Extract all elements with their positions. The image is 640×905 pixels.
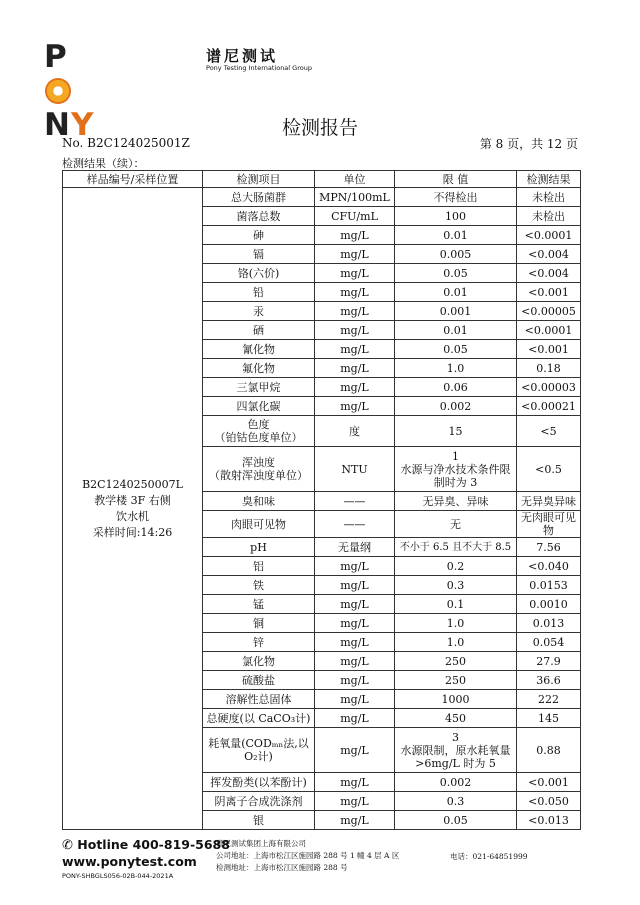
limit-cell: 1.0 [395, 614, 517, 633]
result-cell: 0.18 [517, 359, 581, 378]
unit-cell: NTU [315, 447, 395, 492]
item-cell: 硒 [203, 321, 315, 340]
unit-cell: mg/L [315, 811, 395, 830]
hotline [62, 837, 230, 853]
unit-cell: MPN/100mL [315, 188, 395, 207]
unit-cell: CFU/mL [315, 207, 395, 226]
item-cell: 肉眼可见物 [203, 511, 315, 538]
result-cell: <0.00003 [517, 378, 581, 397]
results-label: 检测结果（续）： [62, 157, 145, 170]
report-title: 检测报告 [281, 117, 358, 139]
item-cell: 总大肠菌群 [203, 188, 315, 207]
limit-line: >6mg/L 时为 5 [415, 756, 496, 770]
result-cell: 145 [517, 709, 581, 728]
footer-test-address: 检测地址：上海市松江区施园路 288 号 [216, 863, 348, 872]
logo-o-circle-icon [45, 78, 71, 104]
sample-id: B2C1240250007L [82, 477, 183, 491]
result-cell: 未检出 [517, 188, 581, 207]
page-info: 第 8 页，共 12 页 [479, 137, 578, 151]
header-limit: 限 值 [395, 171, 517, 188]
limit-cell: 0.05 [395, 264, 517, 283]
result-cell: 0.0010 [517, 595, 581, 614]
item-cell: 汞 [203, 302, 315, 321]
company-name-cn: 谱尼测试 [206, 47, 279, 65]
unit-cell: mg/L [315, 671, 395, 690]
item-line: O₂计) [244, 750, 273, 763]
limit-cell: 1.0 [395, 633, 517, 652]
item-cell [203, 416, 315, 447]
unit-cell: mg/L [315, 302, 395, 321]
logo-wordmark: PNY [44, 39, 95, 143]
limit-cell: 0.1 [395, 595, 517, 614]
unit-cell: mg/L [315, 359, 395, 378]
limit-cell: 1.0 [395, 359, 517, 378]
unit-cell: 无量纲 [315, 538, 395, 557]
results-table [62, 170, 581, 830]
unit-cell: —— [315, 492, 395, 511]
limit-cell: 0.05 [395, 340, 517, 359]
limit-cell: 不小于 6.5 且不大于 8.5 [395, 538, 517, 557]
result-cell: 无异臭异味 [517, 492, 581, 511]
result-cell: 0.0153 [517, 576, 581, 595]
item-cell: 铁 [203, 576, 315, 595]
limit-cell: 0.3 [395, 576, 517, 595]
item-cell: 氟化物 [203, 359, 315, 378]
limit-cell: 0.06 [395, 378, 517, 397]
unit-cell: mg/L [315, 773, 395, 792]
result-cell: <5 [517, 416, 581, 447]
item-cell: 锌 [203, 633, 315, 652]
item-cell: 三氯甲烷 [203, 378, 315, 397]
result-cell: 0.88 [517, 728, 581, 773]
result-cell: <0.004 [517, 264, 581, 283]
result-cell: <0.013 [517, 811, 581, 830]
result-cell: 222 [517, 690, 581, 709]
item-cell: 硫酸盐 [203, 671, 315, 690]
unit-cell: mg/L [315, 792, 395, 811]
footer-company: 谱尼测试集团上海有限公司 [216, 839, 306, 848]
unit-cell: mg/L [315, 321, 395, 340]
unit-cell: mg/L [315, 728, 395, 773]
footer-contact [62, 837, 230, 880]
report-number: No. B2C124025001Z [62, 136, 190, 150]
header-result: 检测结果 [517, 171, 581, 188]
result-cell: 27.9 [517, 652, 581, 671]
phone-icon: ✆ [62, 838, 73, 853]
item-cell: 氰化物 [203, 340, 315, 359]
unit-cell: mg/L [315, 614, 395, 633]
header-sample: 样品编号/采样位置 [63, 171, 203, 188]
limit-cell: 0.001 [395, 302, 517, 321]
table-row [63, 188, 581, 207]
limit-cell: 0.005 [395, 245, 517, 264]
footer-phone: 电话：021-64851999 [450, 852, 528, 861]
limit-cell: 不得检出 [395, 188, 517, 207]
header-item: 检测项目 [203, 171, 315, 188]
limit-cell: 1000 [395, 690, 517, 709]
item-cell: 镉 [203, 245, 315, 264]
limit-cell: 250 [395, 652, 517, 671]
result-cell: <0.001 [517, 340, 581, 359]
limit-cell: 0.05 [395, 811, 517, 830]
limit-cell: 0.3 [395, 792, 517, 811]
unit-cell: mg/L [315, 397, 395, 416]
item-cell: 铜 [203, 614, 315, 633]
result-cell: 0.054 [517, 633, 581, 652]
result-cell: <0.004 [517, 245, 581, 264]
item-cell: 铬(六价) [203, 264, 315, 283]
limit-cell: 无异臭、异味 [395, 492, 517, 511]
limit-cell: 0.01 [395, 283, 517, 302]
unit-cell: mg/L [315, 633, 395, 652]
limit-cell [395, 447, 517, 492]
limit-cell: 0.002 [395, 397, 517, 416]
unit-cell: —— [315, 511, 395, 538]
result-cell: <0.00021 [517, 397, 581, 416]
limit-line: 水源与净水技术条件限 [400, 462, 511, 476]
limit-cell: 无 [395, 511, 517, 538]
header-unit: 单位 [315, 171, 395, 188]
unit-cell: mg/L [315, 652, 395, 671]
unit-cell: mg/L [315, 595, 395, 614]
unit-cell: mg/L [315, 576, 395, 595]
result-cell: <0.00005 [517, 302, 581, 321]
result-cell: <0.050 [517, 792, 581, 811]
unit-cell: mg/L [315, 340, 395, 359]
limit-cell: 15 [395, 416, 517, 447]
footer-address [216, 838, 399, 874]
item-cell: 锰 [203, 595, 315, 614]
unit-cell: mg/L [315, 245, 395, 264]
document-code: PONY-SHBGLS056-02B-044-2021A [62, 872, 174, 880]
limit-cell: 0.01 [395, 321, 517, 340]
limit-line: 水源限制，原水耗氧量 [400, 743, 511, 757]
limit-line: 制时为 3 [433, 475, 478, 489]
item-cell: 挥发酚类(以苯酚计) [203, 773, 315, 792]
result-cell: 无肉眼可见物 [517, 511, 581, 538]
limit-cell: 0.2 [395, 557, 517, 576]
unit-cell: mg/L [315, 709, 395, 728]
item-line: 浑浊度 [242, 456, 275, 469]
item-cell: 臭和味 [203, 492, 315, 511]
result-cell: 7.56 [517, 538, 581, 557]
footer-company-address: 公司地址：上海市松江区施园路 288 号 1 幢 4 层 A 区 [216, 851, 400, 860]
result-cell: <0.0001 [517, 321, 581, 340]
limit-cell: 250 [395, 671, 517, 690]
item-cell [203, 447, 315, 492]
unit-cell: mg/L [315, 690, 395, 709]
item-cell: 四氯化碳 [203, 397, 315, 416]
item-line: 色度 [247, 418, 270, 431]
item-cell: 菌落总数 [203, 207, 315, 226]
item-cell: 铅 [203, 283, 315, 302]
limit-cell: 0.002 [395, 773, 517, 792]
item-cell: 铝 [203, 557, 315, 576]
item-cell: 总硬度(以 CaCO₃计) [203, 709, 315, 728]
item-cell: 砷 [203, 226, 315, 245]
item-line: （铂钴色度单位） [214, 431, 303, 444]
result-cell: <0.001 [517, 283, 581, 302]
item-line: 耗氧量(CODₘₙ法,以 [208, 737, 309, 750]
item-cell: 溶解性总固体 [203, 690, 315, 709]
item-cell: pH [203, 538, 315, 557]
result-cell: 36.6 [517, 671, 581, 690]
limit-cell: 100 [395, 207, 517, 226]
limit-line: 3 [452, 730, 459, 744]
limit-cell: 0.01 [395, 226, 517, 245]
result-cell: <0.001 [517, 773, 581, 792]
unit-cell: mg/L [315, 264, 395, 283]
company-name-en: Pony Testing International Group [206, 64, 312, 72]
unit-cell: 度 [315, 416, 395, 447]
limit-cell [395, 728, 517, 773]
limit-line: 1 [452, 449, 459, 463]
table-header-row [63, 171, 581, 188]
result-cell: <0.040 [517, 557, 581, 576]
hotline-text: Hotline 400-819-5688 [77, 837, 230, 852]
result-cell: <0.5 [517, 447, 581, 492]
unit-cell: mg/L [315, 226, 395, 245]
result-cell: <0.0001 [517, 226, 581, 245]
item-cell: 阴离子合成洗涤剂 [203, 792, 315, 811]
sample-location: 教学楼 3F 右侧 [94, 493, 171, 507]
unit-cell: mg/L [315, 378, 395, 397]
item-line: （散射浑浊度单位） [209, 469, 308, 482]
limit-cell: 450 [395, 709, 517, 728]
sample-info-cell [63, 188, 203, 830]
unit-cell: mg/L [315, 283, 395, 302]
item-cell: 氯化物 [203, 652, 315, 671]
unit-cell: mg/L [315, 557, 395, 576]
item-cell: 银 [203, 811, 315, 830]
item-cell [203, 728, 315, 773]
result-cell: 未检出 [517, 207, 581, 226]
sample-location-detail: 饮水机 [116, 509, 149, 523]
sample-time: 采样时间:14:26 [92, 525, 173, 539]
result-cell: 0.013 [517, 614, 581, 633]
website: www.ponytest.com [62, 854, 197, 869]
